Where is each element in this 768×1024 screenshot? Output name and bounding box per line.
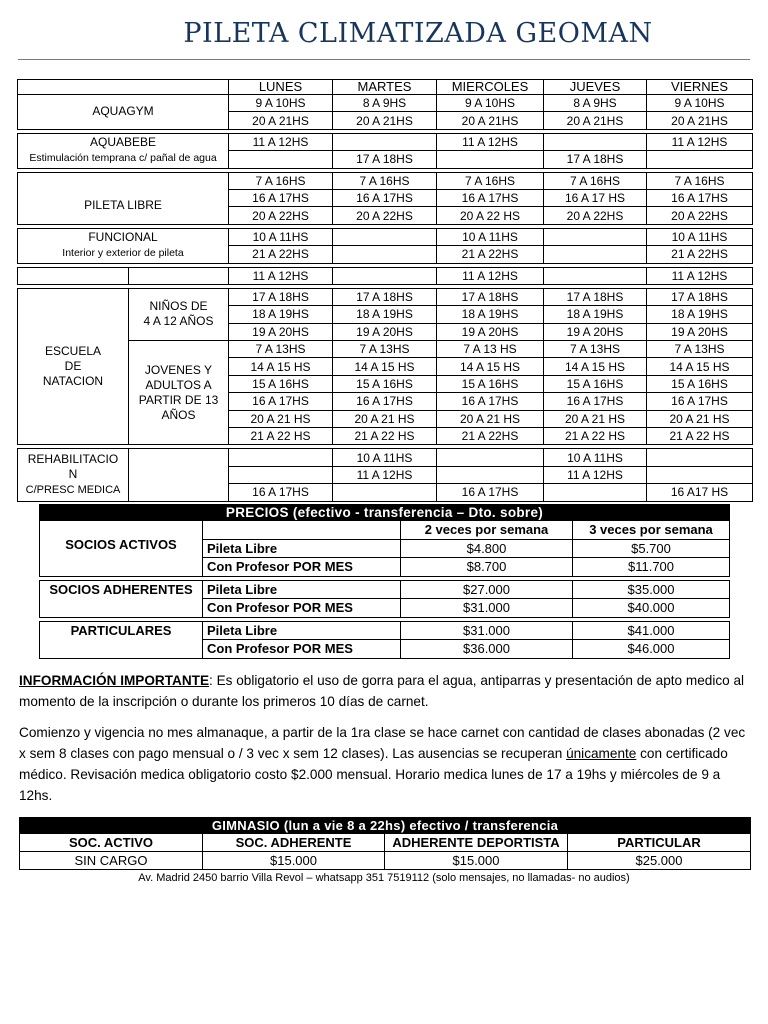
schedule-row <box>18 133 753 150</box>
prices-band: PRECIOS (efectivo - transferencia – Dto. sobre) <box>40 505 730 521</box>
activity-label-funcional <box>18 228 229 263</box>
schedule-time-cell: 11 A 12HS <box>437 133 544 150</box>
schedule-header-row <box>18 80 753 95</box>
schedule-time-cell: 16 A17 HS <box>647 484 753 501</box>
schedule-time-cell: 20 A 21HS <box>544 112 647 129</box>
schedule-time-cell: 14 A 15 HS <box>229 358 333 375</box>
price-value: $31.000 <box>401 621 573 640</box>
schedule-time-cell: 14 A 15 HS <box>544 358 647 375</box>
schedule-time-cell: 15 A 16HS <box>647 375 753 392</box>
activity-label-line: NIÑOS DE <box>149 299 208 314</box>
activity-label-line: JOVENES Y <box>144 362 213 377</box>
activity-label-line: Estimulación temprana c/ pañal de agua <box>29 152 217 165</box>
schedule-time-cell: 20 A 21HS <box>229 112 333 129</box>
schedule-row <box>18 228 753 245</box>
price-value: $35.000 <box>573 580 730 599</box>
prices-header-row <box>40 521 730 540</box>
activity-label-line: Interior y exterior de pileta <box>62 247 184 260</box>
terms-text-underlined: únicamente <box>566 746 637 761</box>
schedule-time-cell <box>544 228 647 245</box>
price-row <box>40 621 730 640</box>
schedule-time-cell: 10 A 11HS <box>437 228 544 245</box>
gym-value-particular: $25.000 <box>568 852 751 870</box>
schedule-row <box>18 288 753 305</box>
price-value: $36.000 <box>401 640 573 659</box>
schedule-time-cell: 16 A 17HS <box>544 393 647 410</box>
price-row-label: Con Profesor POR MES <box>203 599 401 618</box>
schedule-row <box>18 267 753 284</box>
price-category: SOCIOS ADHERENTES <box>40 580 203 617</box>
schedule-time-cell <box>437 151 544 168</box>
schedule-time-cell <box>229 151 333 168</box>
schedule-time-cell: 20 A 21 HS <box>229 410 333 427</box>
schedule-time-cell: 19 A 20HS <box>647 323 753 340</box>
schedule-time-cell: 15 A 16HS <box>437 375 544 392</box>
prices-table <box>39 504 730 659</box>
schedule-time-cell: 20 A 21 HS <box>333 410 437 427</box>
schedule-time-cell: 21 A 22HS <box>647 246 753 263</box>
schedule-time-cell: 17 A 18HS <box>437 288 544 305</box>
activity-label-line: AÑOS <box>161 407 196 422</box>
gym-value-adherente: $15.000 <box>203 852 385 870</box>
day-header: MARTES <box>333 80 437 95</box>
gym-band: GIMNASIO (lun a vie 8 a 22hs) efectivo / transferencia <box>20 818 751 834</box>
schedule-time-cell: 11 A 12HS <box>437 267 544 284</box>
activity-label-libre <box>18 172 229 224</box>
price-value: $31.000 <box>401 599 573 618</box>
schedule-time-cell: 15 A 16HS <box>229 375 333 392</box>
activity-label-line: DE <box>64 359 82 374</box>
schedule-time-cell: 7 A 16HS <box>229 172 333 189</box>
schedule-time-cell: 17 A 18HS <box>229 288 333 305</box>
price-col-header: 2 veces por semana <box>401 521 573 540</box>
schedule-row <box>18 449 753 466</box>
gym-header-adherente: SOC. ADHERENTE <box>203 834 385 852</box>
schedule-time-cell: 16 A 17HS <box>229 484 333 501</box>
schedule-time-cell <box>437 466 544 483</box>
schedule-time-cell <box>544 484 647 501</box>
schedule-time-cell: 20 A 22HS <box>647 207 753 224</box>
price-category-label: SOCIOS ACTIVOS <box>65 537 177 552</box>
schedule-time-cell: 11 A 12HS <box>647 267 753 284</box>
schedule-row <box>18 172 753 189</box>
gym-header-activo: SOC. ACTIVO <box>20 834 203 852</box>
schedule-time-cell <box>544 133 647 150</box>
schedule-time-cell: 20 A 21HS <box>333 112 437 129</box>
title-divider <box>18 59 750 60</box>
activity-label-line: PARTIR DE 13 <box>138 392 219 407</box>
price-header-blank <box>203 521 401 540</box>
schedule-time-cell: 19 A 20HS <box>229 323 333 340</box>
activity-label-line: ESCUELA <box>44 344 102 359</box>
schedule-time-cell: 20 A 22 HS <box>437 207 544 224</box>
gym-value-deportista: $15.000 <box>385 852 568 870</box>
gym-table <box>19 817 751 870</box>
activity-label-line: C/PRESC MEDICA <box>25 484 121 496</box>
price-value: $27.000 <box>401 580 573 599</box>
schedule-time-cell: 16 A 17HS <box>647 393 753 410</box>
schedule-time-cell: 15 A 16HS <box>333 375 437 392</box>
schedule-time-cell: 19 A 20HS <box>437 323 544 340</box>
schedule-time-cell: 21 A 22HS <box>437 246 544 263</box>
blank-label-cell <box>18 267 129 284</box>
schedule-time-cell: 20 A 22HS <box>229 207 333 224</box>
schedule-table <box>17 79 753 502</box>
schedule-time-cell: 7 A 13 HS <box>437 341 544 358</box>
important-heading: INFORMACIÓN IMPORTANTE <box>19 673 210 688</box>
schedule-time-cell: 16 A 17HS <box>437 189 544 206</box>
schedule-time-cell: 16 A 17 HS <box>544 189 647 206</box>
schedule-time-cell: 11 A 12HS <box>544 466 647 483</box>
schedule-time-cell: 21 A 22 HS <box>647 428 753 445</box>
schedule-time-cell: 18 A 19HS <box>437 306 544 323</box>
day-header: MIERCOLES <box>437 80 544 95</box>
price-row-label: Con Profesor POR MES <box>203 640 401 659</box>
schedule-time-cell: 20 A 21 HS <box>437 410 544 427</box>
price-category: PARTICULARES <box>40 621 203 658</box>
schedule-time-cell: 7 A 13HS <box>229 341 333 358</box>
schedule-time-cell: 7 A 16HS <box>647 172 753 189</box>
schedule-time-cell: 11 A 12HS <box>647 133 753 150</box>
schedule-time-cell: 18 A 19HS <box>229 306 333 323</box>
schedule-time-cell <box>333 228 437 245</box>
price-value: $11.700 <box>573 558 730 577</box>
gym-header-deportista: ADHERENTE DEPORTISTA <box>385 834 568 852</box>
page-title <box>0 18 768 49</box>
schedule-time-cell: 11 A 12HS <box>333 466 437 483</box>
blank-label-cell <box>129 449 229 501</box>
schedule-time-cell: 17 A 18HS <box>647 288 753 305</box>
activity-label-line: AQUABEBE <box>89 135 157 150</box>
schedule-time-cell: 11 A 12HS <box>229 267 333 284</box>
price-value: $46.000 <box>573 640 730 659</box>
schedule-time-cell: 20 A 21 HS <box>647 410 753 427</box>
schedule-time-cell <box>229 466 333 483</box>
schedule-time-cell: 17 A 18HS <box>333 288 437 305</box>
schedule-time-cell: 10 A 11HS <box>647 228 753 245</box>
activity-label-line: FUNCIONAL <box>88 230 158 245</box>
price-value: $5.700 <box>573 539 730 558</box>
activity-label-rehab <box>18 449 129 501</box>
schedule-time-cell: 21 A 22HS <box>229 246 333 263</box>
activity-label-line: N <box>68 467 78 481</box>
price-value: $8.700 <box>401 558 573 577</box>
schedule-time-cell: 14 A 15 HS <box>647 358 753 375</box>
schedule-time-cell <box>333 267 437 284</box>
schedule-time-cell: 15 A 16HS <box>544 375 647 392</box>
schedule-time-cell: 17 A 18HS <box>333 151 437 168</box>
day-header: JUEVES <box>544 80 647 95</box>
activity-sublabel-ninos <box>129 288 229 340</box>
schedule-time-cell <box>437 449 544 466</box>
address-footer: Av. Madrid 2450 barrio Villa Revol – whatsapp 351 7519112 (solo mensajes, no llamadas- no audios) <box>138 872 630 884</box>
schedule-time-cell: 14 A 15 HS <box>333 358 437 375</box>
schedule-time-cell: 10 A 11HS <box>333 449 437 466</box>
schedule-time-cell: 19 A 20HS <box>333 323 437 340</box>
schedule-time-cell <box>544 267 647 284</box>
schedule-time-cell <box>333 133 437 150</box>
terms-text-a: Comienzo y vigencia no mes almanaque, a partir de la 1ra clase se hace carnet con cantidad de clases abonadas (2 vec x sem 8 clases con pago mensual o / 3 vec x sem 12 clases). Las ausencias se recuperan <box>19 725 746 761</box>
schedule-time-cell <box>333 246 437 263</box>
activity-label-line: PILETA LIBRE <box>84 198 162 213</box>
schedule-time-cell: 9 A 10HS <box>437 95 544 112</box>
schedule-time-cell: 19 A 20HS <box>544 323 647 340</box>
schedule-time-cell: 16 A 17HS <box>437 484 544 501</box>
schedule-time-cell: 17 A 18HS <box>544 151 647 168</box>
activity-label-line: REHABILITACIO <box>27 452 119 466</box>
schedule-time-cell <box>647 151 753 168</box>
schedule-time-cell: 16 A 17HS <box>229 393 333 410</box>
schedule-time-cell: 21 A 22 HS <box>229 428 333 445</box>
activity-label-line: 4 A 12 AÑOS <box>143 314 214 329</box>
activity-label-line: NATACION <box>42 374 104 389</box>
price-col-header: 3 veces por semana <box>573 521 730 540</box>
schedule-time-cell: 18 A 19HS <box>544 306 647 323</box>
schedule-time-cell: 17 A 18HS <box>544 288 647 305</box>
activity-label-line: ADULTOS A <box>145 377 212 392</box>
gym-header-particular: PARTICULAR <box>568 834 751 852</box>
schedule-time-cell: 7 A 13HS <box>647 341 753 358</box>
schedule-time-cell: 7 A 13HS <box>544 341 647 358</box>
schedule-time-cell: 20 A 21 HS <box>544 410 647 427</box>
schedule-time-cell: 16 A 17HS <box>437 393 544 410</box>
price-row-label: Pileta Libre <box>203 621 401 640</box>
price-category <box>40 521 203 577</box>
schedule-time-cell: 18 A 19HS <box>647 306 753 323</box>
price-value: $40.000 <box>573 599 730 618</box>
schedule-time-cell: 18 A 19HS <box>333 306 437 323</box>
schedule-time-cell: 20 A 22HS <box>333 207 437 224</box>
schedule-time-cell: 7 A 16HS <box>544 172 647 189</box>
important-info <box>19 670 754 712</box>
schedule-time-cell: 8 A 9HS <box>333 95 437 112</box>
important-text: : Es obligatorio el uso de gorra para el agua, antiparras y presentación de apto medico al momento de la inscripción o durante los primeros 10 días de carnet. <box>19 673 745 709</box>
schedule-time-cell: 20 A 22HS <box>544 207 647 224</box>
schedule-time-cell <box>647 449 753 466</box>
price-value: $4.800 <box>401 539 573 558</box>
activity-label-escuela <box>18 288 129 445</box>
schedule-time-cell: 21 A 22 HS <box>544 428 647 445</box>
activity-label-aquagym <box>18 95 229 130</box>
schedule-time-cell: 9 A 10HS <box>229 95 333 112</box>
price-row <box>40 580 730 599</box>
schedule-time-cell: 10 A 11HS <box>544 449 647 466</box>
price-row-label: Con Profesor POR MES <box>203 558 401 577</box>
schedule-time-cell: 21 A 22HS <box>437 428 544 445</box>
schedule-time-cell: 16 A 17HS <box>333 393 437 410</box>
activity-label-aquabebe <box>18 133 229 168</box>
schedule-time-cell <box>544 246 647 263</box>
schedule-time-cell: 11 A 12HS <box>229 133 333 150</box>
terms-text-b: con certificado médico. Revisación medica obligatorio costo $2.000 mensual. Horario medica lunes de 17 a 19hs y miércoles de 9 a 12hs. <box>19 746 728 803</box>
schedule-time-cell: 16 A 17HS <box>229 189 333 206</box>
price-row-label: Pileta Libre <box>203 580 401 599</box>
schedule-time-cell: 20 A 21HS <box>647 112 753 129</box>
day-header: LUNES <box>229 80 333 95</box>
blank-label-cell <box>129 267 229 284</box>
schedule-time-cell <box>333 484 437 501</box>
activity-label-line: AQUAGYM <box>92 104 154 119</box>
schedule-time-cell: 20 A 21HS <box>437 112 544 129</box>
schedule-time-cell: 9 A 10HS <box>647 95 753 112</box>
price-row-label: Pileta Libre <box>203 539 401 558</box>
schedule-header-blank <box>18 80 229 95</box>
schedule-time-cell: 10 A 11HS <box>229 228 333 245</box>
schedule-time-cell <box>229 449 333 466</box>
schedule-time-cell <box>647 466 753 483</box>
schedule-time-cell: 21 A 22 HS <box>333 428 437 445</box>
schedule-time-cell: 16 A 17HS <box>647 189 753 206</box>
price-value: $41.000 <box>573 621 730 640</box>
schedule-row <box>18 95 753 112</box>
day-header: VIERNES <box>647 80 753 95</box>
schedule-time-cell: 7 A 13HS <box>333 341 437 358</box>
schedule-time-cell: 7 A 16HS <box>437 172 544 189</box>
terms-paragraph <box>19 722 754 806</box>
page-title-text: PILETA CLIMATIZADA GEOMAN <box>183 18 653 49</box>
schedule-time-cell: 7 A 16HS <box>333 172 437 189</box>
schedule-time-cell: 16 A 17HS <box>333 189 437 206</box>
schedule-time-cell: 8 A 9HS <box>544 95 647 112</box>
schedule-row <box>18 341 753 358</box>
schedule-time-cell: 14 A 15 HS <box>437 358 544 375</box>
prices-band-row <box>40 505 730 521</box>
gym-value-activo: SIN CARGO <box>20 852 203 870</box>
activity-sublabel-jovenes <box>129 341 229 445</box>
